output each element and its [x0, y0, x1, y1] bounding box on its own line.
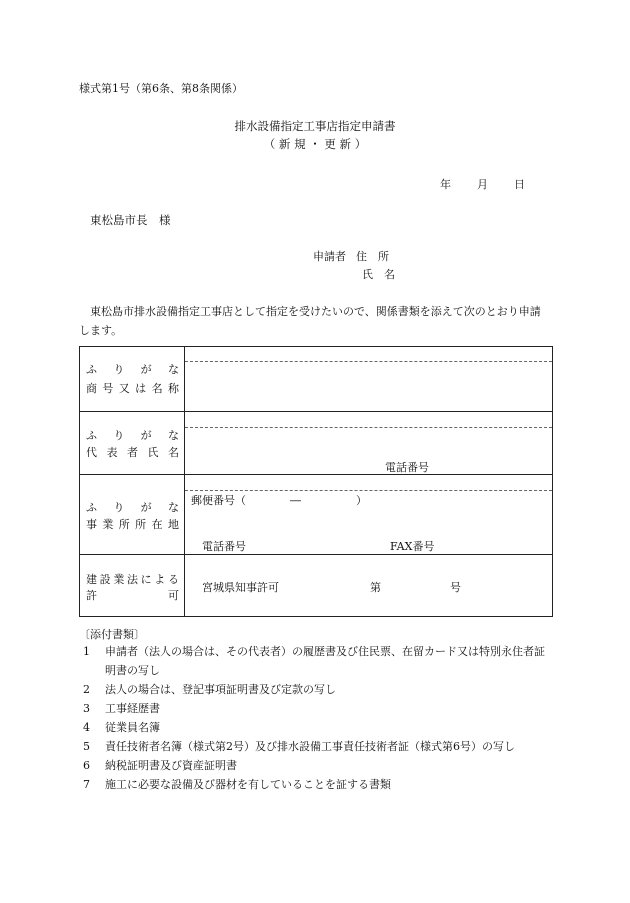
document-title: 排水設備指定工事店指定申請書 [234, 119, 396, 133]
furigana-label: ふ り が な [86, 363, 179, 376]
date-month: 月 [477, 178, 488, 191]
representative-phone-label: 電話番号 [385, 461, 429, 474]
license-authority-label: 宮城県知事許可 [202, 581, 279, 594]
license-label-line2: 許 可 [86, 589, 179, 602]
list-item: 6 納税証明書及び資産証明書 [83, 759, 237, 772]
date-line [440, 176, 525, 192]
trade-name-label-cell [80, 347, 185, 412]
applicant-name-label: 氏 名 [362, 268, 395, 281]
furigana-label: ふ り が な [86, 429, 179, 442]
furigana-label: ふ り が な [86, 501, 179, 514]
list-item: 1 申請者（法人の場合は、その代表者）の履歴書及び住民票、在留カード又は特別永住者証明書の写し [83, 645, 545, 677]
applicant-name-line [362, 266, 395, 282]
trade-name-input-cell[interactable] [185, 347, 553, 412]
request-statement: 東松島市排水設備指定工事店として指定を受けたいので、関係書類を添えて次のとおり申請します。 [79, 305, 541, 337]
furigana-divider [185, 361, 552, 362]
license-label-cell [80, 555, 185, 617]
representative-label: 代 表 者 氏 名 [86, 446, 179, 459]
form-number: 様式第1号（第6条、第8条関係） [79, 82, 243, 95]
list-item: 2 法人の場合は、登記事項証明書及び定款の写し [83, 683, 336, 696]
row-license [80, 555, 553, 617]
attachments-heading: 〔添付書類〕 [79, 628, 145, 641]
furigana-divider [185, 490, 552, 491]
license-number-prefix: 第 [370, 581, 381, 594]
applicant-address-line [313, 248, 389, 264]
row-representative [80, 412, 553, 475]
document-subtitle: （ 新 規 ・ 更 新 ） [263, 137, 367, 151]
office-label-cell [80, 475, 185, 555]
addressee: 東松島市長 様 [90, 213, 171, 227]
applicant-address-label: 住 所 [356, 250, 389, 263]
attachments-list [83, 642, 553, 794]
representative-label-cell [80, 412, 185, 475]
date-year: 年 [440, 178, 451, 191]
list-item: 4 従業員名簿 [83, 721, 160, 734]
list-item: 3 工事経歴書 [83, 702, 160, 715]
application-form-table [79, 346, 553, 617]
list-item: 7 施工に必要な設備及び器材を有していることを証する書類 [83, 778, 391, 791]
license-label-line1: 建 設 業 法 に よ る [86, 573, 179, 586]
date-day: 日 [514, 178, 525, 191]
license-number-suffix: 号 [450, 581, 461, 594]
office-input-cell[interactable] [185, 475, 553, 555]
trade-name-label: 商 号 又 は 名 称 [86, 382, 179, 395]
office-phone-label: 電話番号 [202, 540, 246, 553]
office-address-label: 事 業 所 所 在 地 [86, 518, 179, 531]
license-input-cell[interactable] [185, 555, 553, 617]
list-item: 5 責任技術者名簿（様式第2号）及び排水設備工事責任技術者証（様式第6号）の写し [83, 740, 515, 753]
row-trade-name [80, 347, 553, 412]
applicant-label: 申請者 [313, 250, 346, 263]
office-fax-label: FAX番号 [390, 540, 435, 553]
furigana-divider [185, 427, 552, 428]
postal-code-label: 郵便番号（ ― ） [191, 494, 367, 507]
representative-input-cell[interactable] [185, 412, 553, 475]
row-office [80, 475, 553, 555]
